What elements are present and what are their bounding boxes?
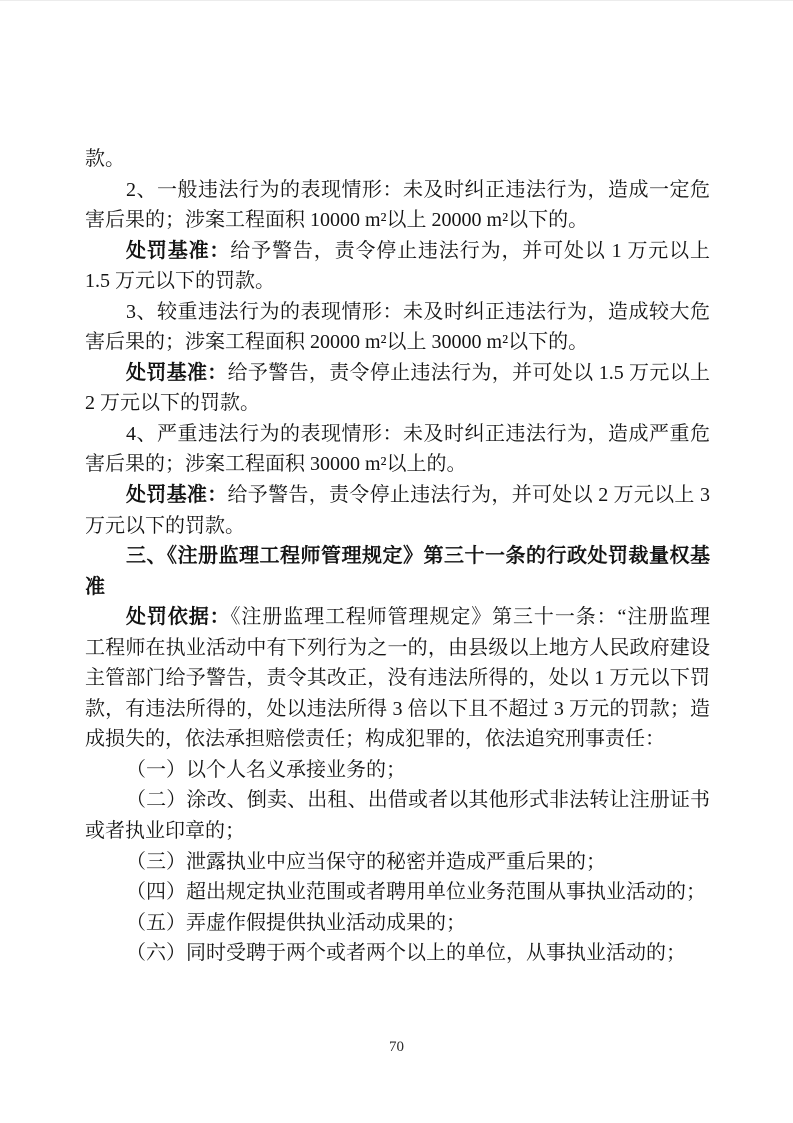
text-line: 害后果的；涉案工程面积 10000 m²以上 20000 m²以下的。 (85, 209, 589, 232)
text-line: 2、一般违法行为的表现情形：未及时纠正违法行为，造成一定危 (126, 178, 710, 201)
text-line: 处罚基准：给予警告，责令停止违法行为，并可处以 1.5 万元以上 (126, 361, 711, 384)
section-heading-line: 三、《注册监理工程师管理规定》第三十一条的行政处罚裁量权基 (126, 545, 710, 568)
text-line: 万元以下的罚款。 (85, 514, 245, 537)
bold-label: 处罚依据： (126, 606, 231, 629)
text-line: 2 万元以下的罚款。 (85, 392, 260, 415)
text-line: （五）弄虚作假提供执业活动成果的； (126, 911, 466, 934)
text-line: （三）泄露执业中应当保守的秘密并造成严重后果的； (126, 850, 606, 873)
text-line: 1.5 万元以下的罚款。 (85, 270, 275, 293)
bold-label: 处罚基准： (126, 484, 228, 507)
page-number: 70 (389, 1039, 404, 1055)
text-line: 款，有违法所得的，处以违法所得 3 倍以下且不超过 3 万元的罚款；造 (85, 697, 710, 720)
text-line: 成损失的，依法承担赔偿责任；构成犯罪的，依法追究刑事责任： (85, 728, 665, 751)
text-line: （六）同时受聘于两个或者两个以上的单位，从事执业活动的； (126, 942, 686, 965)
text-line: 款。 (85, 148, 125, 170)
text-line: 害后果的；涉案工程面积 20000 m²以上 30000 m²以下的。 (85, 331, 589, 354)
text-line: 处罚基准：给予警告，责令停止违法行为，并可处以 2 万元以上 3 (126, 484, 710, 507)
text-line: （二）涂改、倒卖、出租、出借或者以其他形式非法转让注册证书 (126, 789, 710, 812)
text-line: 主管部门给予警告，责令其改正，没有违法所得的，处以 1 万元以下罚 (85, 667, 710, 690)
bold-label: 处罚基准： (126, 239, 231, 262)
text-line: （一）以个人名义承接业务的； (126, 758, 406, 781)
text-line: 4、严重违法行为的表现情形：未及时纠正违法行为，造成严重危 (126, 422, 710, 445)
text-line: （四）超出规定执业范围或者聘用单位业务范围从事执业活动的； (126, 881, 706, 904)
section-heading-line: 准 (85, 575, 105, 598)
text-line: 或者执业印章的； (85, 820, 245, 843)
text-line: 处罚基准：给予警告，责令停止违法行为，并可处以 1 万元以上 (126, 239, 711, 262)
document-body (85, 144, 710, 969)
bold-label: 处罚基准： (126, 361, 228, 384)
text-line: 害后果的；涉案工程面积 30000 m²以上的。 (85, 453, 467, 476)
text-line: 3、较重违法行为的表现情形：未及时纠正违法行为，造成较大危 (126, 300, 710, 323)
text-line: 处罚依据：《注册监理工程师管理规定》第三十一条：“注册监理 (126, 606, 710, 629)
text-line: 工程师在执业活动中有下列行为之一的，由县级以上地方人民政府建设 (85, 636, 710, 659)
